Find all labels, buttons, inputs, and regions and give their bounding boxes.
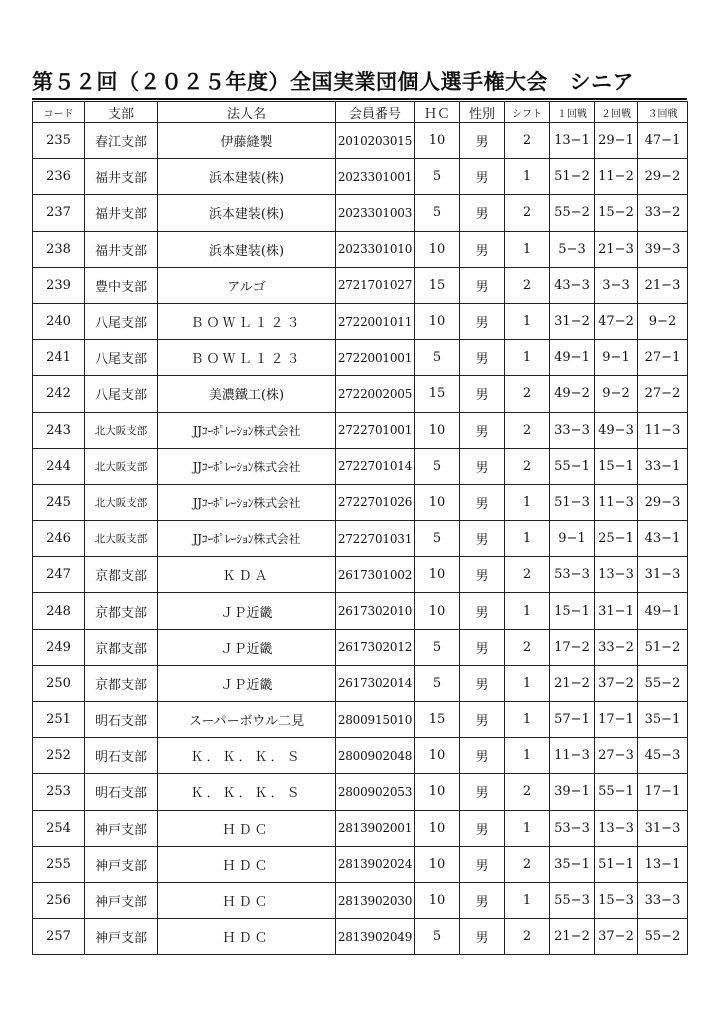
cell-round1: 13−1 [550,123,595,159]
cell-code: 255 [33,846,85,882]
cell-shift: 2 [505,774,550,810]
table-row [33,919,688,955]
cell-round2: 37−2 [595,665,638,701]
cell-sex: 男 [460,484,505,520]
cell-hc: 5 [415,159,460,195]
cell-code: 249 [33,629,85,665]
cell-round3: 47−1 [638,123,688,159]
cell-code: 243 [33,412,85,448]
cell-round1: 57−1 [550,702,595,738]
cell-sex: 男 [460,702,505,738]
page-title: 第５２回（２０２５年度）全国実業団個人選手権大会 シニア [32,70,634,94]
header-branch: 支部 [85,102,158,123]
cell-corp: ＨＤＣ [158,846,336,882]
cell-branch: 神戸支部 [85,810,158,846]
cell-member: 2010203015 [336,123,415,159]
cell-hc: 10 [415,231,460,267]
cell-sex: 男 [460,376,505,412]
cell-member: 2722001001 [336,340,415,376]
cell-corp: 浜本建装(株) [158,231,336,267]
cell-sex: 男 [460,159,505,195]
table-row [33,629,688,665]
cell-corp: ＪＰ近畿 [158,665,336,701]
cell-hc: 10 [415,882,460,918]
cell-shift: 1 [505,521,550,557]
cell-branch: 明石支部 [85,774,158,810]
table-row [33,484,688,520]
cell-round2: 21−3 [595,231,638,267]
cell-code: 245 [33,484,85,520]
cell-round2: 49−3 [595,412,638,448]
cell-round1: 31−2 [550,303,595,339]
cell-round2: 47−2 [595,303,638,339]
cell-corp: ＪＰ近畿 [158,629,336,665]
cell-round2: 15−1 [595,448,638,484]
cell-round1: 55−2 [550,195,595,231]
table-row [33,702,688,738]
cell-round3: 45−3 [638,738,688,774]
header-corp: 法人名 [158,102,336,123]
cell-branch: 京都支部 [85,665,158,701]
cell-code: 257 [33,919,85,955]
cell-corp: 浜本建装(株) [158,159,336,195]
cell-hc: 10 [415,593,460,629]
cell-member: 2800902053 [336,774,415,810]
cell-hc: 5 [415,195,460,231]
page-title-block [32,66,687,98]
cell-corp: Ｋ．Ｋ．Ｋ．Ｓ [158,738,336,774]
cell-branch: 明石支部 [85,738,158,774]
cell-hc: 10 [415,412,460,448]
cell-sex: 男 [460,521,505,557]
cell-sex: 男 [460,665,505,701]
cell-round3: 35−1 [638,702,688,738]
cell-round2: 27−3 [595,738,638,774]
cell-round1: 33−3 [550,412,595,448]
cell-hc: 15 [415,267,460,303]
header-round2: ２回戦 [595,102,638,123]
cell-corp: JJｺｰﾎﾟﾚｰｼｮﾝ株式会社 [158,448,336,484]
cell-member: 2722701031 [336,521,415,557]
cell-code: 254 [33,810,85,846]
cell-branch: 北大阪支部 [85,412,158,448]
cell-code: 237 [33,195,85,231]
cell-member: 2023301003 [336,195,415,231]
cell-shift: 1 [505,702,550,738]
cell-round3: 43−1 [638,521,688,557]
cell-shift: 1 [505,159,550,195]
header-hc: ＨＣ [415,102,460,123]
cell-shift: 1 [505,340,550,376]
cell-corp: ＢＯＷＬ１２３ [158,303,336,339]
cell-corp: JJｺｰﾎﾟﾚｰｼｮﾝ株式会社 [158,484,336,520]
cell-branch: 京都支部 [85,557,158,593]
cell-round3: 33−1 [638,448,688,484]
cell-code: 251 [33,702,85,738]
cell-hc: 15 [415,702,460,738]
cell-round3: 17−1 [638,774,688,810]
cell-hc: 5 [415,629,460,665]
cell-branch: 明石支部 [85,702,158,738]
cell-corp: ＪＰ近畿 [158,593,336,629]
table-row [33,810,688,846]
cell-hc: 10 [415,123,460,159]
cell-branch: 福井支部 [85,231,158,267]
cell-round2: 15−2 [595,195,638,231]
cell-round2: 25−1 [595,521,638,557]
cell-round3: 31−3 [638,557,688,593]
table-row [33,340,688,376]
cell-round3: 9−2 [638,303,688,339]
cell-round2: 37−2 [595,919,638,955]
cell-round2: 3−3 [595,267,638,303]
cell-code: 247 [33,557,85,593]
cell-branch: 京都支部 [85,629,158,665]
cell-round3: 55−2 [638,919,688,955]
cell-round3: 33−2 [638,195,688,231]
cell-round1: 5−3 [550,231,595,267]
cell-sex: 男 [460,738,505,774]
cell-sex: 男 [460,919,505,955]
cell-branch: 京都支部 [85,593,158,629]
cell-branch: 八尾支部 [85,340,158,376]
cell-member: 2722002005 [336,376,415,412]
cell-branch: 八尾支部 [85,376,158,412]
cell-sex: 男 [460,882,505,918]
cell-round2: 29−1 [595,123,638,159]
roster-body [33,123,688,955]
cell-sex: 男 [460,774,505,810]
cell-branch: 福井支部 [85,195,158,231]
table-row [33,303,688,339]
cell-corp: ＨＤＣ [158,919,336,955]
cell-shift: 1 [505,231,550,267]
cell-round2: 51−1 [595,846,638,882]
cell-round1: 21−2 [550,919,595,955]
cell-shift: 1 [505,303,550,339]
cell-member: 2617302014 [336,665,415,701]
cell-shift: 2 [505,629,550,665]
table-row [33,593,688,629]
cell-round1: 55−1 [550,448,595,484]
table-row [33,557,688,593]
cell-code: 240 [33,303,85,339]
cell-code: 252 [33,738,85,774]
cell-hc: 10 [415,484,460,520]
cell-round1: 11−3 [550,738,595,774]
cell-shift: 1 [505,882,550,918]
cell-code: 248 [33,593,85,629]
cell-member: 2617302010 [336,593,415,629]
cell-member: 2722701001 [336,412,415,448]
header-round1: １回戦 [550,102,595,123]
roster-table [32,101,688,955]
cell-round2: 13−3 [595,810,638,846]
cell-hc: 10 [415,303,460,339]
cell-sex: 男 [460,123,505,159]
cell-code: 235 [33,123,85,159]
cell-round1: 21−2 [550,665,595,701]
cell-shift: 2 [505,123,550,159]
cell-sex: 男 [460,340,505,376]
cell-shift: 1 [505,484,550,520]
cell-round1: 9−1 [550,521,595,557]
cell-sex: 男 [460,195,505,231]
cell-member: 2023301001 [336,159,415,195]
cell-branch: 神戸支部 [85,882,158,918]
cell-round1: 51−3 [550,484,595,520]
cell-round3: 27−2 [638,376,688,412]
cell-member: 2813902049 [336,919,415,955]
cell-member: 2813902030 [336,882,415,918]
header-round3: ３回戦 [638,102,688,123]
cell-branch: 北大阪支部 [85,484,158,520]
cell-round3: 27−1 [638,340,688,376]
cell-round2: 9−1 [595,340,638,376]
table-row [33,159,688,195]
cell-corp: JJｺｰﾎﾟﾚｰｼｮﾝ株式会社 [158,521,336,557]
table-row [33,521,688,557]
cell-corp: 伊藤縫製 [158,123,336,159]
cell-round3: 33−3 [638,882,688,918]
cell-branch: 北大阪支部 [85,521,158,557]
cell-shift: 2 [505,846,550,882]
cell-member: 2722701014 [336,448,415,484]
cell-code: 253 [33,774,85,810]
table-row [33,738,688,774]
cell-round2: 11−3 [595,484,638,520]
table-row [33,376,688,412]
table-row [33,846,688,882]
cell-round2: 15−3 [595,882,638,918]
cell-member: 2721701027 [336,267,415,303]
cell-round2: 33−2 [595,629,638,665]
cell-member: 2813902001 [336,810,415,846]
cell-code: 256 [33,882,85,918]
cell-round2: 9−2 [595,376,638,412]
cell-shift: 2 [505,919,550,955]
table-row [33,123,688,159]
title-underline [32,98,687,100]
cell-round1: 55−3 [550,882,595,918]
cell-corp: 美濃鐵工(株) [158,376,336,412]
table-row [33,882,688,918]
cell-hc: 15 [415,376,460,412]
header-sex: 性別 [460,102,505,123]
table-row [33,267,688,303]
header-code: コード [33,102,85,123]
cell-round1: 49−1 [550,340,595,376]
cell-round1: 49−2 [550,376,595,412]
cell-hc: 10 [415,774,460,810]
header-row [33,102,688,123]
cell-hc: 10 [415,846,460,882]
cell-corp: ＨＤＣ [158,810,336,846]
cell-corp: ＢＯＷＬ１２３ [158,340,336,376]
cell-round3: 51−2 [638,629,688,665]
cell-sex: 男 [460,629,505,665]
cell-round1: 43−3 [550,267,595,303]
cell-shift: 1 [505,665,550,701]
cell-round2: 31−1 [595,593,638,629]
cell-code: 242 [33,376,85,412]
cell-round3: 29−2 [638,159,688,195]
cell-hc: 10 [415,557,460,593]
cell-shift: 1 [505,593,550,629]
cell-sex: 男 [460,412,505,448]
cell-round2: 55−1 [595,774,638,810]
cell-sex: 男 [460,231,505,267]
cell-shift: 1 [505,738,550,774]
cell-corp: アルゴ [158,267,336,303]
cell-sex: 男 [460,267,505,303]
cell-sex: 男 [460,448,505,484]
cell-round2: 11−2 [595,159,638,195]
cell-hc: 10 [415,738,460,774]
cell-code: 244 [33,448,85,484]
table-row [33,774,688,810]
cell-member: 2722701026 [336,484,415,520]
cell-sex: 男 [460,303,505,339]
cell-branch: 春江支部 [85,123,158,159]
cell-sex: 男 [460,557,505,593]
cell-shift: 2 [505,557,550,593]
cell-sex: 男 [460,846,505,882]
cell-corp: ＨＤＣ [158,882,336,918]
cell-hc: 5 [415,919,460,955]
cell-member: 2023301010 [336,231,415,267]
cell-corp: JJｺｰﾎﾟﾚｰｼｮﾝ株式会社 [158,412,336,448]
cell-round1: 35−1 [550,846,595,882]
cell-round3: 39−3 [638,231,688,267]
cell-round1: 39−1 [550,774,595,810]
cell-shift: 2 [505,412,550,448]
cell-round3: 55−2 [638,665,688,701]
cell-sex: 男 [460,810,505,846]
cell-round1: 17−2 [550,629,595,665]
cell-branch: 神戸支部 [85,846,158,882]
cell-shift: 2 [505,267,550,303]
cell-member: 2800915010 [336,702,415,738]
cell-member: 2800902048 [336,738,415,774]
cell-shift: 2 [505,195,550,231]
table-row [33,448,688,484]
cell-round3: 13−1 [638,846,688,882]
cell-code: 239 [33,267,85,303]
cell-round3: 29−3 [638,484,688,520]
cell-branch: 神戸支部 [85,919,158,955]
cell-hc: 5 [415,521,460,557]
cell-round2: 17−1 [595,702,638,738]
cell-corp: ＫＤＡ [158,557,336,593]
cell-hc: 5 [415,448,460,484]
cell-shift: 2 [505,448,550,484]
cell-code: 250 [33,665,85,701]
cell-round1: 51−2 [550,159,595,195]
cell-round3: 11−3 [638,412,688,448]
cell-corp: 浜本建装(株) [158,195,336,231]
cell-corp: Ｋ．Ｋ．Ｋ．Ｓ [158,774,336,810]
table-row [33,665,688,701]
header-shift: シフト [505,102,550,123]
cell-branch: 北大阪支部 [85,448,158,484]
table-row [33,231,688,267]
cell-round3: 21−3 [638,267,688,303]
cell-hc: 10 [415,810,460,846]
cell-round1: 53−3 [550,810,595,846]
cell-branch: 八尾支部 [85,303,158,339]
cell-shift: 1 [505,810,550,846]
cell-round2: 13−3 [595,557,638,593]
table-row [33,412,688,448]
cell-round3: 49−1 [638,593,688,629]
cell-code: 241 [33,340,85,376]
cell-sex: 男 [460,593,505,629]
cell-code: 238 [33,231,85,267]
cell-shift: 2 [505,376,550,412]
cell-corp: スーパーボウル二見 [158,702,336,738]
cell-branch: 福井支部 [85,159,158,195]
cell-code: 236 [33,159,85,195]
header-member: 会員番号 [336,102,415,123]
table-row [33,195,688,231]
cell-member: 2617301002 [336,557,415,593]
cell-hc: 5 [415,340,460,376]
cell-round3: 31−3 [638,810,688,846]
cell-member: 2617302012 [336,629,415,665]
cell-round1: 53−3 [550,557,595,593]
cell-code: 246 [33,521,85,557]
cell-branch: 豊中支部 [85,267,158,303]
cell-round1: 15−1 [550,593,595,629]
cell-member: 2722001011 [336,303,415,339]
cell-hc: 5 [415,665,460,701]
cell-member: 2813902024 [336,846,415,882]
